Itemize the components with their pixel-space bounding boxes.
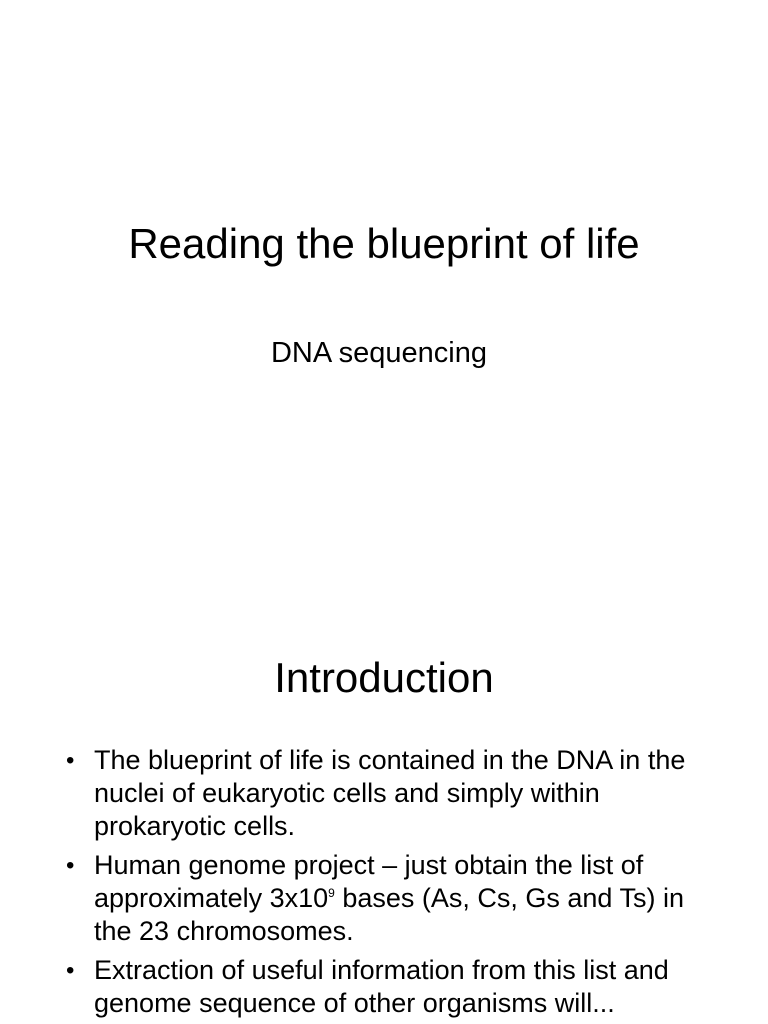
slide-subtitle: DNA sequencing: [270, 337, 488, 369]
bullet-item: [0, 849, 768, 948]
bullet-text: Extraction of useful information from this list and genome sequence of other organisms will...: [94, 955, 669, 1018]
bullet-text-part: bases (As, Cs, Gs and Ts) in the 23 chromosomes.: [94, 883, 684, 946]
introduction-heading: Introduction: [274, 654, 494, 701]
bullet-text-part: Human genome project – just obtain the list of approximately 3x10: [94, 850, 644, 913]
slide-title-heading: Reading the blueprint of life: [128, 220, 640, 267]
bullet-icon: •: [66, 957, 75, 984]
bullet-text: The blueprint of life is contained in the DNA in the nuclei of eukaryotic cells and simply within prokaryotic cells.: [94, 745, 686, 841]
slide-introduction: [0, 576, 768, 1024]
exponent: 9: [328, 886, 335, 900]
bullet-list: [0, 744, 768, 1024]
bullet-icon: •: [66, 747, 75, 774]
bullet-icon: •: [66, 852, 75, 879]
bullet-item: [0, 744, 768, 843]
bullet-item: [0, 954, 768, 1020]
